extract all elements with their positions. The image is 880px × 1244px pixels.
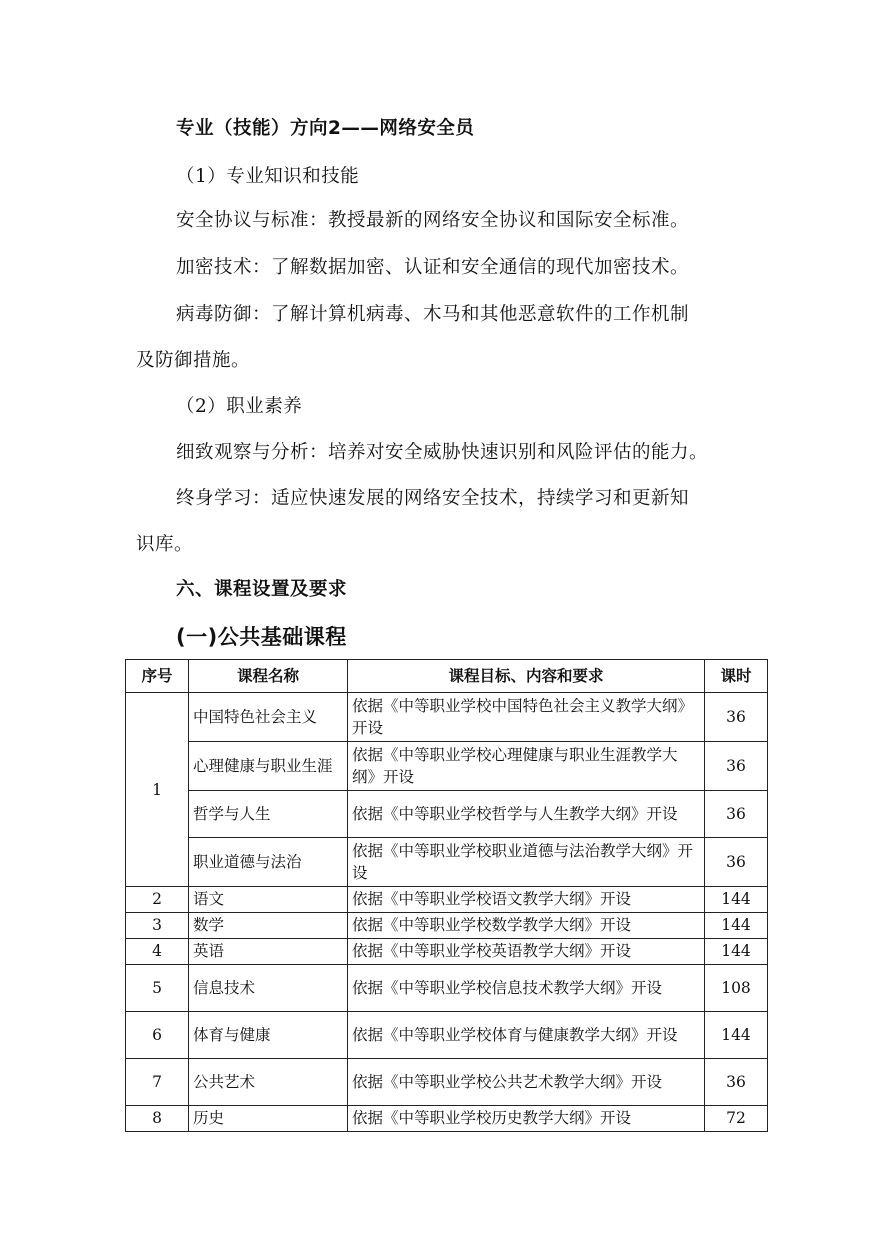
course-description: 依据《中等职业学校英语教学大纲》开设: [348, 939, 705, 965]
course-description: 依据《中等职业学校职业道德与法治教学大纲》开设: [348, 838, 705, 887]
header-course-name: 课程名称: [189, 660, 348, 693]
table-row: [126, 1012, 768, 1059]
course-hours: 144: [705, 887, 768, 913]
table-row: [126, 838, 768, 887]
course-hours: 36: [705, 693, 768, 742]
table-row: [126, 1059, 768, 1106]
course-hours: 36: [705, 742, 768, 791]
course-description: 依据《中等职业学校公共艺术教学大纲》开设: [348, 1059, 705, 1106]
course-hours: 36: [705, 1059, 768, 1106]
header-number: 序号: [126, 660, 189, 693]
course-hours: 36: [705, 791, 768, 838]
row-number: 5: [126, 965, 189, 1012]
table-header-row: [126, 660, 768, 693]
paragraph-lifelong-learning-line2: 识库。: [136, 534, 194, 555]
paragraph-lifelong-learning-line1: 终身学习：适应快速发展的网络安全技术，持续学习和更新知: [176, 488, 690, 509]
course-hours: 72: [705, 1106, 768, 1132]
direction-title: 专业（技能）方向2——网络安全员: [176, 118, 475, 139]
paragraph-virus-defense-line1: 病毒防御：了解计算机病毒、木马和其他恶意软件的工作机制: [176, 304, 690, 325]
knowledge-heading: （1）专业知识和技能: [176, 166, 360, 187]
course-name: 数学: [189, 913, 348, 939]
row-number: 6: [126, 1012, 189, 1059]
row-number: 1: [126, 693, 189, 887]
course-name: 公共艺术: [189, 1059, 348, 1106]
course-name: 信息技术: [189, 965, 348, 1012]
course-name: 体育与健康: [189, 1012, 348, 1059]
course-name: 哲学与人生: [189, 791, 348, 838]
table-row: [126, 965, 768, 1012]
course-description: 依据《中等职业学校体育与健康教学大纲》开设: [348, 1012, 705, 1059]
course-description: 依据《中等职业学校哲学与人生教学大纲》开设: [348, 791, 705, 838]
row-number: 7: [126, 1059, 189, 1106]
course-name: 历史: [189, 1106, 348, 1132]
paragraph-encryption: 加密技术：了解数据加密、认证和安全通信的现代加密技术。: [176, 257, 690, 278]
course-name: 语文: [189, 887, 348, 913]
course-hours: 144: [705, 913, 768, 939]
section-title: 六、课程设置及要求: [176, 579, 348, 600]
course-name: 职业道德与法治: [189, 838, 348, 887]
header-course-goals: 课程目标、内容和要求: [348, 660, 705, 693]
table-row: [126, 693, 768, 742]
course-description: 依据《中等职业学校心理健康与职业生涯教学大纲》开设: [348, 742, 705, 791]
paragraph-security-protocols: 安全协议与标准：教授最新的网络安全协议和国际安全标准。: [176, 210, 690, 231]
table-row: [126, 913, 768, 939]
course-description: 依据《中等职业学校中国特色社会主义教学大纲》开设: [348, 693, 705, 742]
course-table: [125, 659, 768, 1132]
row-number: 8: [126, 1106, 189, 1132]
course-description: 依据《中等职业学校历史教学大纲》开设: [348, 1106, 705, 1132]
course-name: 心理健康与职业生涯: [189, 742, 348, 791]
header-hours: 课时: [705, 660, 768, 693]
paragraph-virus-defense-line2: 及防御措施。: [136, 350, 251, 371]
course-description: 依据《中等职业学校数学教学大纲》开设: [348, 913, 705, 939]
row-number: 2: [126, 887, 189, 913]
row-number: 4: [126, 939, 189, 965]
table-row: [126, 887, 768, 913]
course-name: 英语: [189, 939, 348, 965]
table-row: [126, 939, 768, 965]
subsection-title: (一)公共基础课程: [176, 625, 347, 649]
table-row: [126, 791, 768, 838]
table-row: [126, 1106, 768, 1132]
course-description: 依据《中等职业学校信息技术教学大纲》开设: [348, 965, 705, 1012]
course-hours: 144: [705, 939, 768, 965]
course-name: 中国特色社会主义: [189, 693, 348, 742]
paragraph-observation: 细致观察与分析：培养对安全威胁快速识别和风险评估的能力。: [176, 442, 709, 463]
course-description: 依据《中等职业学校语文教学大纲》开设: [348, 887, 705, 913]
table-row: [126, 742, 768, 791]
course-hours: 108: [705, 965, 768, 1012]
course-hours: 36: [705, 838, 768, 887]
course-hours: 144: [705, 1012, 768, 1059]
row-number: 3: [126, 913, 189, 939]
quality-heading: （2）职业素养: [176, 396, 303, 417]
